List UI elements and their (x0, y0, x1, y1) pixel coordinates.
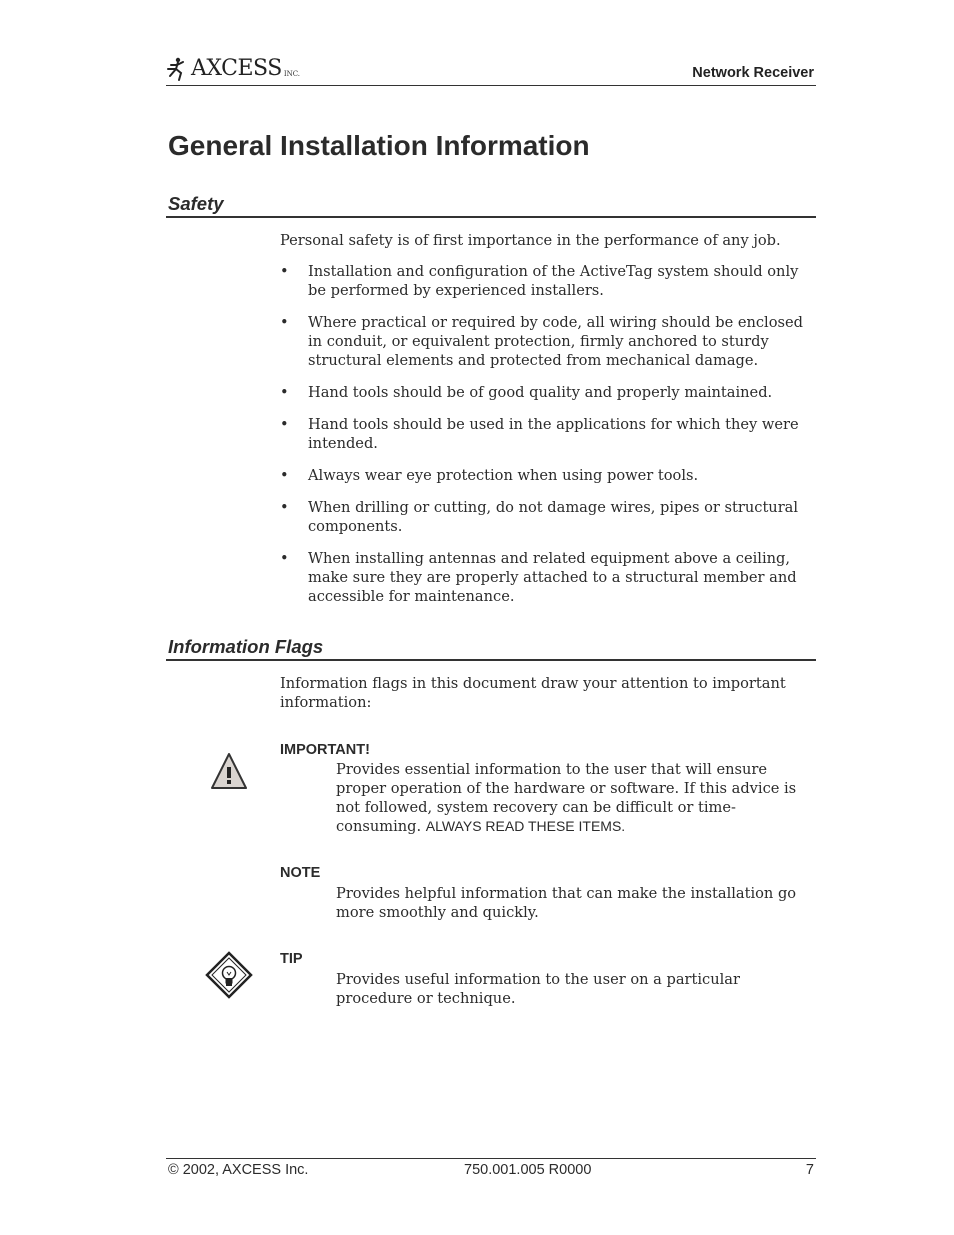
list-item-text: When drilling or cutting, do not damage wires, pipes or structural components. (308, 499, 799, 535)
list-item (280, 498, 816, 536)
list-item (280, 313, 816, 370)
important-body: Provides essential information to the user that will ensure proper operation of the hardware or software. If this advice is not followed, system recovery can be difficult or time-consuming. (336, 761, 797, 835)
warning-triangle-icon (209, 751, 249, 791)
tip-label: TIP (280, 951, 303, 967)
section-heading-text: Safety (168, 193, 224, 214)
section-heading-information-flags (166, 633, 816, 661)
list-item-text: When installing antennas and related equipment above a ceiling, make sure they are properly attached to a structural member and accessible for maintenance. (308, 550, 797, 605)
note-label: NOTE (280, 865, 321, 881)
page-footer (166, 1158, 816, 1183)
bullet-icon: • (280, 384, 289, 401)
list-item-text: Hand tools should be used in the applications for which they were intended. (308, 416, 799, 452)
list-item (280, 466, 816, 485)
lightbulb-diamond-icon (205, 951, 253, 999)
list-item (280, 415, 816, 453)
axcess-logo (166, 54, 300, 82)
footer-copyright: © 2002, AXCESS Inc. (168, 1162, 309, 1178)
important-text (336, 760, 816, 836)
section-heading-safety (166, 190, 816, 218)
list-item (280, 262, 816, 300)
list-item-text: Hand tools should be of good quality and properly maintained. (308, 384, 773, 401)
list-item (280, 383, 816, 402)
safety-bullet-list (280, 262, 816, 619)
page-title: General Installation Information (168, 130, 590, 161)
bullet-icon: • (280, 314, 289, 331)
list-item-text: Installation and configuration of the ActiveTag system should only be performed by experienced installers. (308, 263, 799, 299)
list-item (280, 549, 816, 606)
section-heading-text: Information Flags (168, 636, 324, 657)
bullet-icon: • (280, 263, 289, 280)
logo-suffix: INC. (283, 70, 301, 78)
list-item-text: Where practical or required by code, all wiring should be enclosed in conduit, or equivalent protection, firmly anchored to sturdy structural elements and protected from mechanical damage. (308, 314, 803, 369)
runner-logo-icon (166, 56, 190, 82)
safety-intro: Personal safety is of first importance in the performance of any job. (280, 232, 781, 249)
important-label: IMPORTANT! (280, 742, 370, 758)
info-flags-intro: Information flags in this document draw your attention to important information: (280, 675, 786, 711)
footer-page-number: 7 (805, 1162, 814, 1178)
bullet-icon: • (280, 467, 289, 484)
important-emphasis: ALWAYS READ THESE ITEMS. (425, 818, 626, 834)
logo-wordmark: AXCESS (191, 56, 282, 81)
footer-doc-number: 750.001.005 R0000 (464, 1162, 592, 1178)
note-text: Provides helpful information that can make the installation go more smoothly and quickly. (336, 885, 797, 921)
bullet-icon: • (280, 499, 289, 516)
tip-text: Provides useful information to the user on a particular procedure or technique. (336, 971, 740, 1007)
bullet-icon: • (280, 550, 289, 567)
bullet-icon: • (280, 416, 289, 433)
page-header (166, 52, 816, 86)
list-item-text: Always wear eye protection when using power tools. (308, 467, 699, 484)
header-doc-title: Network Receiver (692, 65, 814, 81)
